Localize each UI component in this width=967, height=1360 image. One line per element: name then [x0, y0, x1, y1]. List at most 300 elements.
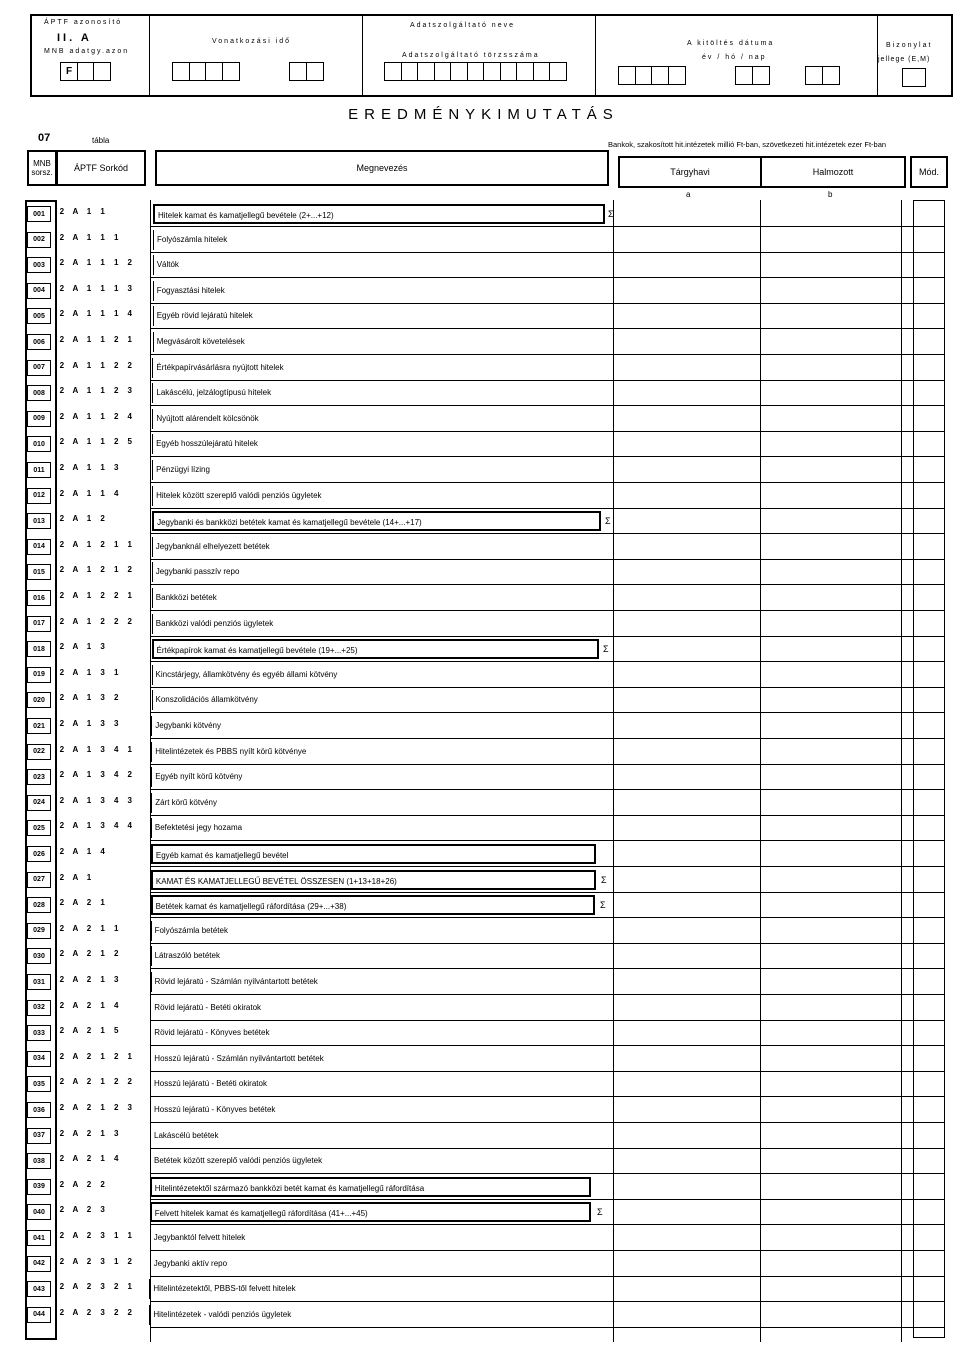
table-row: [0, 1071, 967, 1097]
current-value-cell[interactable]: [618, 870, 758, 890]
cumulative-value-cell[interactable]: [762, 486, 899, 506]
row-code-char: 1: [113, 539, 119, 549]
mod-cell[interactable]: [915, 1151, 943, 1171]
row-number: 012: [27, 488, 51, 504]
row-code-char: A: [72, 283, 79, 293]
mod-cell[interactable]: [915, 1202, 943, 1222]
row-code-char: 3: [100, 821, 105, 831]
row-description: Jegybanktól felvett hitelek: [150, 1228, 594, 1248]
mod-cell[interactable]: [915, 1254, 943, 1274]
row-code-char: 2: [59, 232, 65, 242]
row-number: 030: [27, 948, 51, 964]
mod-cell[interactable]: [915, 1177, 943, 1197]
cumulative-value-cell[interactable]: [762, 716, 899, 736]
row-code-char: 1: [100, 1000, 105, 1010]
row-code-char: 3: [100, 1282, 105, 1292]
row-code: [55, 924, 137, 936]
mod-cell[interactable]: [915, 460, 943, 480]
mod-cell[interactable]: [915, 434, 943, 454]
cumulative-value-cell[interactable]: [762, 511, 899, 531]
current-value-cell[interactable]: [618, 562, 758, 582]
mod-cell[interactable]: [915, 255, 943, 275]
current-value-cell[interactable]: [618, 358, 758, 378]
row-code: [55, 284, 137, 296]
row-description: KAMAT ÉS KAMATJELLEGŰ BEVÉTEL ÖSSZESEN (1+13+18+26): [151, 870, 596, 890]
cumulative-value-cell[interactable]: [762, 639, 899, 659]
row-description: Hitelintézetek - valódi penziós ügyletek: [149, 1305, 592, 1325]
current-value-cell[interactable]: [618, 255, 758, 275]
row-number: 017: [27, 616, 51, 632]
mod-cell[interactable]: [915, 409, 943, 429]
mod-cell[interactable]: [915, 358, 943, 378]
vonatkozasi-ido-cells[interactable]: [172, 62, 238, 81]
row-description: Jegybanki passzív repo: [152, 562, 603, 582]
mod-cell[interactable]: [915, 921, 943, 941]
row-number: 021: [27, 718, 51, 734]
row-description: Kincstárjegy, államkötvény és egyéb állami kötvény: [152, 665, 602, 685]
current-value-cell[interactable]: [618, 332, 758, 352]
row-code-char: 4: [113, 795, 119, 805]
row-code-char: 2: [86, 923, 92, 933]
row-code-char: A: [72, 335, 79, 344]
cumulative-value-cell[interactable]: [762, 946, 899, 966]
table-row: [0, 457, 967, 483]
current-value-cell[interactable]: [618, 818, 758, 838]
mod-cell[interactable]: [915, 332, 943, 352]
row-code-char: A: [72, 1026, 79, 1036]
row-code-char: 1: [86, 719, 92, 728]
col-cumulative-header: Halmozott: [760, 156, 906, 188]
row-code-char: 2: [59, 565, 65, 575]
current-value-cell[interactable]: [618, 690, 758, 710]
mod-cell[interactable]: [915, 230, 943, 250]
row-number: 022: [27, 744, 51, 760]
cumulative-value-cell[interactable]: [762, 1049, 899, 1069]
row-description: Hosszú lejáratú - Könyves betétek: [150, 1100, 595, 1120]
col-current-header: Tárgyhavi: [618, 156, 762, 188]
current-value-cell[interactable]: [618, 742, 758, 762]
table-row: [0, 483, 967, 509]
row-number: 041: [27, 1230, 51, 1246]
cumulative-value-cell[interactable]: [762, 1254, 899, 1274]
row-code-char: 2: [59, 335, 65, 344]
current-value-cell[interactable]: [618, 767, 758, 787]
row-code-char: 2: [113, 360, 119, 370]
current-value-cell[interactable]: [618, 639, 758, 659]
row-code-char: 2: [59, 847, 65, 856]
row-code-char: 2: [59, 309, 65, 319]
row-code-char: 1: [127, 539, 132, 549]
row-code: [55, 1052, 137, 1064]
row-code-char: A: [72, 1000, 79, 1010]
sigma-mark: Σ: [600, 900, 606, 911]
current-value-cell[interactable]: [618, 1228, 758, 1248]
row-number: 015: [27, 564, 51, 580]
mod-cell[interactable]: [915, 383, 943, 403]
mod-cell[interactable]: [915, 588, 943, 608]
mod-cell[interactable]: [915, 972, 943, 992]
row-code-char: A: [72, 1128, 79, 1138]
mod-cell[interactable]: [915, 665, 943, 685]
cumulative-value-cell[interactable]: [762, 1151, 899, 1171]
row-number: 002: [27, 232, 51, 248]
cumulative-value-cell[interactable]: [762, 409, 899, 429]
row-code-char: 1: [86, 207, 92, 216]
current-value-cell[interactable]: [618, 1202, 758, 1222]
row-code-char: 1: [100, 1154, 105, 1164]
mod-cell[interactable]: [915, 870, 943, 890]
row-code-char: 2: [113, 693, 119, 703]
row-number: 024: [27, 795, 51, 811]
cumulative-value-cell[interactable]: [762, 306, 899, 326]
row-code-char: 2: [113, 1103, 119, 1112]
row-code: [55, 1129, 137, 1141]
mod-cell[interactable]: [915, 1049, 943, 1069]
mod-cell[interactable]: [915, 1023, 943, 1043]
cumulative-value-cell[interactable]: [762, 793, 899, 813]
row-code-char: 1: [100, 898, 105, 908]
row-code-char: A: [72, 847, 79, 856]
mod-cell[interactable]: [915, 204, 943, 224]
cumulative-value-cell[interactable]: [762, 358, 899, 378]
mod-cell[interactable]: [915, 537, 943, 557]
row-description: Egyéb hosszúlejáratú hitelek: [152, 434, 604, 454]
row-code-char: A: [72, 898, 79, 908]
sigma-mark: Σ: [603, 644, 609, 655]
table-row: [0, 841, 967, 867]
current-value-cell[interactable]: [618, 1177, 758, 1197]
row-code-char: A: [72, 872, 79, 882]
row-code: [55, 540, 137, 552]
row-code-char: 3: [100, 795, 105, 805]
row-code-char: 2: [59, 539, 65, 549]
row-code-char: 2: [59, 488, 65, 498]
mod-cell[interactable]: [915, 716, 943, 736]
row-code-char: A: [72, 1205, 79, 1215]
row-number: 019: [27, 667, 51, 683]
current-value-cell[interactable]: [618, 1254, 758, 1274]
cumulative-value-cell[interactable]: [762, 562, 899, 582]
row-code-char: 4: [113, 1000, 119, 1010]
current-value-cell[interactable]: [618, 614, 758, 634]
cumulative-value-cell[interactable]: [762, 588, 899, 608]
current-value-cell[interactable]: [618, 716, 758, 736]
current-value-cell[interactable]: [618, 1151, 758, 1171]
mod-cell[interactable]: [915, 614, 943, 634]
row-description: Rövid lejáratú - Számlán nyilvántartott betétek: [151, 972, 598, 992]
cumulative-value-cell[interactable]: [762, 1305, 899, 1325]
table-row: [0, 611, 967, 637]
row-code-char: A: [72, 795, 79, 805]
current-value-cell[interactable]: [618, 588, 758, 608]
row-code-char: 4: [127, 309, 132, 319]
row-code-char: 2: [59, 616, 65, 626]
row-code-char: 4: [127, 411, 132, 421]
row-number: 043: [27, 1281, 51, 1297]
cumulative-value-cell[interactable]: [762, 1202, 899, 1222]
row-code-char: 2: [59, 1231, 65, 1240]
cumulative-value-cell[interactable]: [762, 844, 899, 864]
row-code-char: 2: [59, 872, 65, 882]
kitoltes-nap-cells[interactable]: [805, 66, 838, 85]
cumulative-value-cell[interactable]: [762, 895, 899, 915]
current-value-cell[interactable]: [618, 204, 758, 224]
current-value-cell[interactable]: [618, 921, 758, 941]
row-number: 034: [27, 1051, 51, 1067]
current-value-cell[interactable]: [618, 1074, 758, 1094]
ev-ho-nap-label: év / hó / nap: [702, 54, 767, 61]
row-description: Jegybanki és bankközi betétek kamat és kamatjellegű bevétele (14+...+17): [152, 511, 601, 531]
row-code-char: A: [72, 923, 79, 933]
current-value-cell[interactable]: [618, 409, 758, 429]
row-description: Zárt körű kötvény: [151, 793, 600, 813]
row-description: Felvett hitelek kamat és kamatjellegű ráfordítása (41+...+45): [150, 1202, 591, 1222]
row-code-char: 2: [127, 565, 132, 575]
row-code-char: 1: [100, 386, 105, 396]
row-code-char: A: [72, 437, 79, 447]
mod-cell[interactable]: [915, 946, 943, 966]
mod-cell[interactable]: [915, 511, 943, 531]
row-code-char: 3: [100, 1307, 105, 1317]
row-description: Értékpapírvásárlásra nyújtott hitelek: [152, 358, 605, 378]
current-value-cell[interactable]: [618, 537, 758, 557]
current-value-cell[interactable]: [618, 383, 758, 403]
row-code-char: 1: [113, 565, 119, 575]
vonatkozasi-honap-cells[interactable]: [289, 62, 322, 81]
cumulative-value-cell[interactable]: [762, 998, 899, 1018]
cumulative-value-cell[interactable]: [762, 383, 899, 403]
cumulative-value-cell[interactable]: [762, 665, 899, 685]
table-row: [0, 790, 967, 816]
row-code-char: 2: [127, 258, 132, 268]
torzsszam-cells[interactable]: [384, 62, 566, 81]
row-code-char: A: [72, 770, 79, 780]
current-value-cell[interactable]: [618, 1126, 758, 1146]
current-value-cell[interactable]: [618, 998, 758, 1018]
cumulative-value-cell[interactable]: [762, 332, 899, 352]
row-code-char: A: [72, 1077, 79, 1087]
mod-cell[interactable]: [915, 1100, 943, 1120]
cumulative-value-cell[interactable]: [762, 1100, 899, 1120]
row-code-char: 4: [113, 821, 119, 831]
cumulative-value-cell[interactable]: [762, 972, 899, 992]
row-description: Hitelintézetektől származó bankközi betét kamat és kamatjellegű ráfordítása: [150, 1177, 591, 1197]
row-number: 025: [27, 820, 51, 836]
cumulative-value-cell[interactable]: [762, 742, 899, 762]
mod-cell[interactable]: [915, 1126, 943, 1146]
current-value-cell[interactable]: [618, 665, 758, 685]
cumulative-value-cell[interactable]: [762, 921, 899, 941]
row-separator: [150, 1327, 945, 1328]
row-code-char: 1: [86, 488, 92, 498]
current-value-cell[interactable]: [618, 434, 758, 454]
row-code-char: 2: [59, 770, 65, 780]
cumulative-value-cell[interactable]: [762, 460, 899, 480]
current-value-cell[interactable]: [618, 793, 758, 813]
mod-cell[interactable]: [915, 1305, 943, 1325]
cumulative-value-cell[interactable]: [762, 537, 899, 557]
mnb-id-cells[interactable]: [60, 62, 110, 81]
row-code: [55, 898, 137, 910]
cumulative-value-cell[interactable]: [762, 1126, 899, 1146]
row-code: [55, 565, 137, 577]
row-code-char: 1: [127, 744, 132, 754]
row-code-char: 2: [113, 1282, 119, 1292]
row-code-char: 3: [113, 719, 119, 728]
row-code-char: A: [72, 821, 79, 831]
mod-cell[interactable]: [915, 767, 943, 787]
cumulative-value-cell[interactable]: [762, 230, 899, 250]
bizonylat-label: Bizonylat: [886, 42, 933, 49]
mod-cell[interactable]: [915, 1279, 943, 1299]
cumulative-value-cell[interactable]: [762, 255, 899, 275]
current-value-cell[interactable]: [618, 486, 758, 506]
cumulative-value-cell[interactable]: [762, 434, 899, 454]
adatszolgaltato-torzsszama-label: Adatszolgáltató törzsszáma: [402, 52, 540, 59]
row-description: Betétek kamat és kamatjellegű ráfordítása (29+...+38): [151, 895, 595, 915]
row-code-char: 1: [100, 232, 105, 242]
row-code: [55, 1282, 137, 1294]
row-code-char: 1: [86, 821, 92, 831]
row-description: Hitelek között szereplő valódi penziós ügyletek: [152, 486, 604, 506]
kitoltes-ev-cells[interactable]: [618, 66, 684, 85]
mod-cell[interactable]: [915, 486, 943, 506]
table-row: [0, 201, 967, 227]
col-b-label: b: [828, 190, 833, 199]
mod-cell[interactable]: [915, 793, 943, 813]
row-number: 020: [27, 692, 51, 708]
row-number: 016: [27, 590, 51, 606]
current-value-cell[interactable]: [618, 306, 758, 326]
row-code-char: 5: [127, 437, 132, 447]
row-code-char: 2: [59, 1282, 65, 1292]
cumulative-value-cell[interactable]: [762, 767, 899, 787]
row-code: [55, 489, 137, 501]
mod-cell[interactable]: [915, 690, 943, 710]
table-row: [0, 687, 967, 713]
current-value-cell[interactable]: [618, 946, 758, 966]
row-code-char: A: [72, 1154, 79, 1164]
current-value-cell[interactable]: [618, 844, 758, 864]
cumulative-value-cell[interactable]: [762, 1177, 899, 1197]
adatszolgaltato-neve-label: Adatszolgáltató neve: [410, 22, 515, 29]
row-code-char: 2: [59, 1307, 65, 1317]
row-code-char: 1: [100, 1026, 105, 1036]
row-description: Jegybanki kötvény: [151, 716, 600, 736]
current-value-cell[interactable]: [618, 1279, 758, 1299]
row-number: 044: [27, 1307, 51, 1323]
row-code-char: 1: [86, 463, 92, 472]
row-description: Hitelintézetektől, PBBS-től felvett hitelek: [149, 1279, 592, 1299]
cumulative-value-cell[interactable]: [762, 1023, 899, 1043]
row-code-char: A: [72, 1256, 79, 1266]
row-code-char: 2: [86, 1051, 92, 1061]
mod-cell[interactable]: [915, 1074, 943, 1094]
vonatkozasi-ido-label: Vonatkozási idő: [212, 38, 292, 45]
row-code-char: 2: [86, 1026, 92, 1036]
row-description: Jegybanki aktív repo: [150, 1254, 594, 1274]
cumulative-value-cell[interactable]: [762, 281, 899, 301]
kitoltes-ho-cells[interactable]: [735, 66, 768, 85]
row-code-char: 3: [100, 744, 105, 754]
row-code-char: 3: [100, 1256, 105, 1266]
cumulative-value-cell[interactable]: [762, 204, 899, 224]
row-code-char: A: [72, 616, 79, 626]
table-row: [0, 764, 967, 790]
row-code-char: 2: [113, 1307, 119, 1317]
cumulative-value-cell[interactable]: [762, 870, 899, 890]
table-row: [0, 252, 967, 278]
row-code-char: A: [72, 667, 79, 677]
row-code-char: A: [72, 232, 79, 242]
row-number: 001: [27, 206, 51, 222]
table-row: [0, 1174, 967, 1200]
row-code: [55, 873, 137, 885]
current-value-cell[interactable]: [618, 281, 758, 301]
table-row: [0, 380, 967, 406]
row-code-char: 1: [127, 591, 132, 600]
row-code-char: 2: [113, 386, 119, 396]
mod-cell[interactable]: [915, 1228, 943, 1248]
row-code-char: 2: [100, 539, 105, 549]
row-code: [55, 1154, 137, 1166]
current-value-cell[interactable]: [618, 1305, 758, 1325]
row-code-char: 2: [86, 1000, 92, 1010]
cumulative-value-cell[interactable]: [762, 1228, 899, 1248]
mod-cell[interactable]: [915, 639, 943, 659]
row-description: Hosszú lejáratú - Betéti okiratok: [150, 1074, 595, 1094]
current-value-cell[interactable]: [618, 511, 758, 531]
row-code: [55, 1103, 137, 1115]
current-value-cell[interactable]: [618, 1049, 758, 1069]
row-code-char: A: [72, 719, 79, 728]
mod-cell[interactable]: [915, 895, 943, 915]
mod-cell[interactable]: [915, 844, 943, 864]
mod-cell[interactable]: [915, 281, 943, 301]
mod-cell[interactable]: [915, 998, 943, 1018]
bizonylat-jellege-cell[interactable]: [902, 68, 925, 87]
cumulative-value-cell[interactable]: [762, 1074, 899, 1094]
row-code-char: 2: [86, 975, 92, 984]
row-code-char: 2: [59, 1000, 65, 1010]
mod-cell[interactable]: [915, 562, 943, 582]
row-description: Egyéb kamat és kamatjellegű bevétel: [151, 844, 596, 864]
current-value-cell[interactable]: [618, 230, 758, 250]
table-row: [0, 1302, 967, 1328]
row-description: Folyószámla hitelek: [153, 230, 608, 250]
current-value-cell[interactable]: [618, 895, 758, 915]
current-value-cell[interactable]: [618, 1023, 758, 1043]
row-code-char: 2: [86, 1103, 92, 1112]
row-number: 033: [27, 1025, 51, 1041]
current-value-cell[interactable]: [618, 1100, 758, 1120]
row-code: [55, 207, 137, 219]
current-value-cell[interactable]: [618, 972, 758, 992]
mod-cell[interactable]: [915, 742, 943, 762]
mod-cell[interactable]: [915, 818, 943, 838]
mod-cell[interactable]: [915, 306, 943, 326]
cumulative-value-cell[interactable]: [762, 1279, 899, 1299]
cumulative-value-cell[interactable]: [762, 614, 899, 634]
row-code-char: A: [72, 411, 79, 421]
cumulative-value-cell[interactable]: [762, 818, 899, 838]
current-value-cell[interactable]: [618, 460, 758, 480]
cumulative-value-cell[interactable]: [762, 690, 899, 710]
row-code-char: 2: [59, 1256, 65, 1266]
row-number: 009: [27, 411, 51, 427]
row-code-char: 1: [100, 309, 105, 319]
row-description: Rövid lejáratú - Könyves betétek: [150, 1023, 596, 1043]
